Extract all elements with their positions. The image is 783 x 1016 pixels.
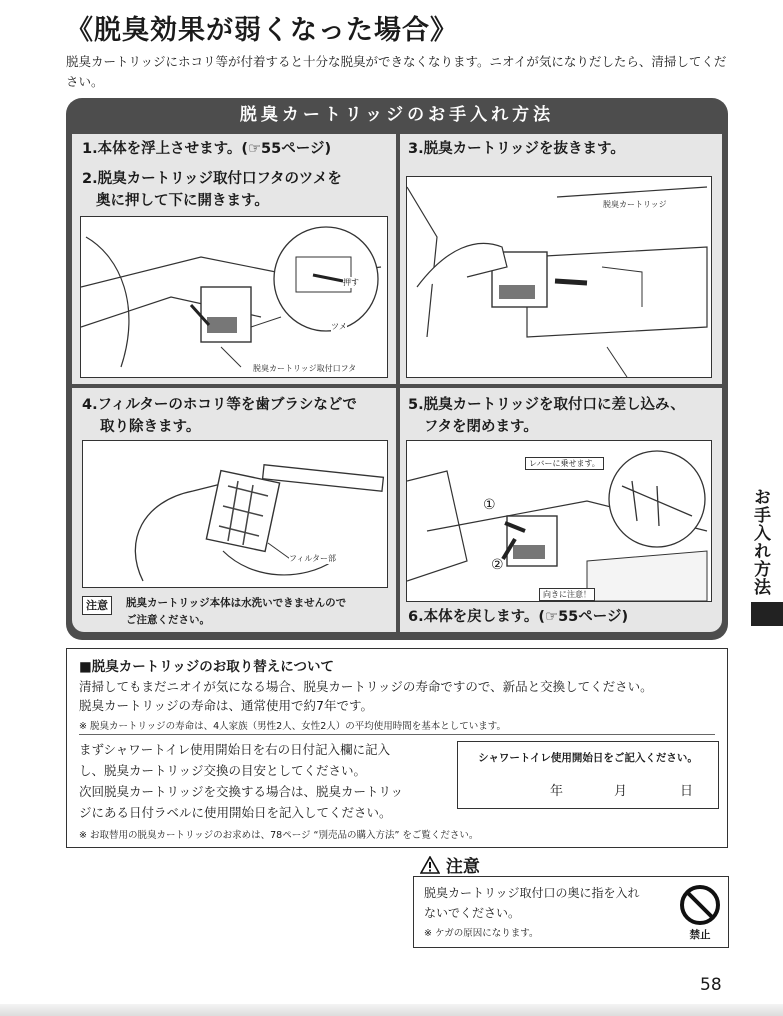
step-2-text-line1: 2.脱臭カートリッジ取付口フタのツメを [82,171,342,187]
warning-title: 注意 [445,857,480,877]
step-6-text: 6.本体を戻します。(☞55ページ) [408,609,629,625]
prohibition-icon [678,883,722,927]
date-month-unit: 月 [614,784,628,799]
push-label: 押す [343,278,359,287]
maintenance-panel [66,98,728,640]
step-1-text: 1.本体を浮上させます。(☞55ページ) [82,141,332,157]
cover-label: 脱臭カートリッジ取付口フタ [253,364,357,373]
step-cell-5-6 [400,388,722,632]
direction-label: 向きに注意！ [539,588,595,601]
step-2-text-line2: 奥に押して下に開きます。 [96,193,269,209]
toilet-cover-drawing [81,217,388,378]
marker-2: ② [491,557,504,573]
warning-box [413,876,729,948]
step-cell-3 [400,134,722,384]
step-cell-4 [72,388,396,632]
marker-1: ① [483,497,496,513]
page-title: 《脱臭効果が弱くなった場合》 [66,15,458,46]
filter-brush-drawing [83,441,388,588]
replacement-line-2: 脱臭カートリッジの寿命は、通常使用で約7年です。 [79,698,373,713]
panel-header: 脱臭カートリッジのお手入れ方法 [239,105,555,125]
start-date-field[interactable] [457,741,719,809]
prohibition-label: 禁止 [689,929,711,941]
step-3-text: 3.脱臭カートリッジを抜きます。 [408,141,625,157]
lever-label: レバーに乗せます。 [525,457,604,470]
replacement-intro [79,677,719,715]
warning-line-2: ないでください。 [424,906,521,920]
step-5-illustration [406,440,712,602]
filter-label: フィルター部 [289,554,337,563]
prohibition-mark [678,883,722,941]
caution-line-1: 脱臭カートリッジ本体は水洗いできませんので [126,597,347,609]
cartridge-label: 脱臭カートリッジ [603,200,667,209]
replacement-section [66,648,728,848]
replacement-body-line-2: し、脱臭カートリッジ交換の目安としてください。 [79,763,367,778]
step-5-text-line1: 5.脱臭カートリッジを取付口に差し込み、 [408,397,685,413]
warning-text [424,883,674,923]
purchase-footnote: ※ お取替用の脱臭カートリッジのお求めは、78ページ “別売品の購入方法” をご覧ください。 [79,830,479,841]
warning-line-1: 脱臭カートリッジ取付口の奥に指を入れ [424,886,640,900]
tab-label: ツメ [331,322,347,331]
warning-triangle-icon [420,856,440,874]
caution-tag: 注意 [82,596,112,615]
warning-heading [420,852,480,877]
page-number: 58 [700,975,722,995]
step-4-text-line1: 4.フィルターのホコリ等を歯ブラシなどで [82,397,357,413]
replacement-heading: ■脱臭カートリッジのお取り替えについて [79,659,334,675]
section-side-tab: お手入れ方法 [750,488,770,596]
replacement-body-line-4: ジにある日付ラベルに使用開始日を記入してください。 [79,805,392,820]
replacement-body-line-1: まずシャワートイレ使用開始日を右の日付記入欄に記入 [79,742,391,757]
date-year-unit: 年 [550,784,564,799]
replacement-body-line-3: 次回脱臭カートリッジを交換する場合は、脱臭カートリッ [79,784,404,799]
step-3-illustration [406,176,712,378]
caution-line-2: ご注意ください。 [126,614,210,626]
warning-note: ※ ケガの原因になります。 [424,928,539,939]
section-divider [79,734,715,735]
step-4-text-line2: 取り除きます。 [100,419,201,435]
step-5-text-line2: フタを閉めます。 [424,419,538,435]
replacement-body [79,739,457,823]
replacement-line-1: 清掃してもまだニオイが気になる場合、脱臭カートリッジの寿命ですので、新品と交換してください。 [79,679,653,694]
lifespan-note: ※ 脱臭カートリッジの寿命は、4人家族（男性2人、女性2人）の平均使用時間を基本としています。 [79,721,506,732]
date-day-unit: 日 [680,784,694,799]
step-4-illustration [82,440,388,588]
step-2-illustration [80,216,388,378]
bottom-edge [0,1004,783,1016]
side-tab-bar [751,602,783,626]
step-cell-1-2 [72,134,396,384]
intro-text: 脱臭カートリッジにホコリ等が付着すると十分な脱臭ができなくなります。ニオイが気になりだしたら、清掃してください。 [66,54,727,89]
start-date-label: シャワートイレ使用開始日をご記入ください。 [478,752,698,764]
